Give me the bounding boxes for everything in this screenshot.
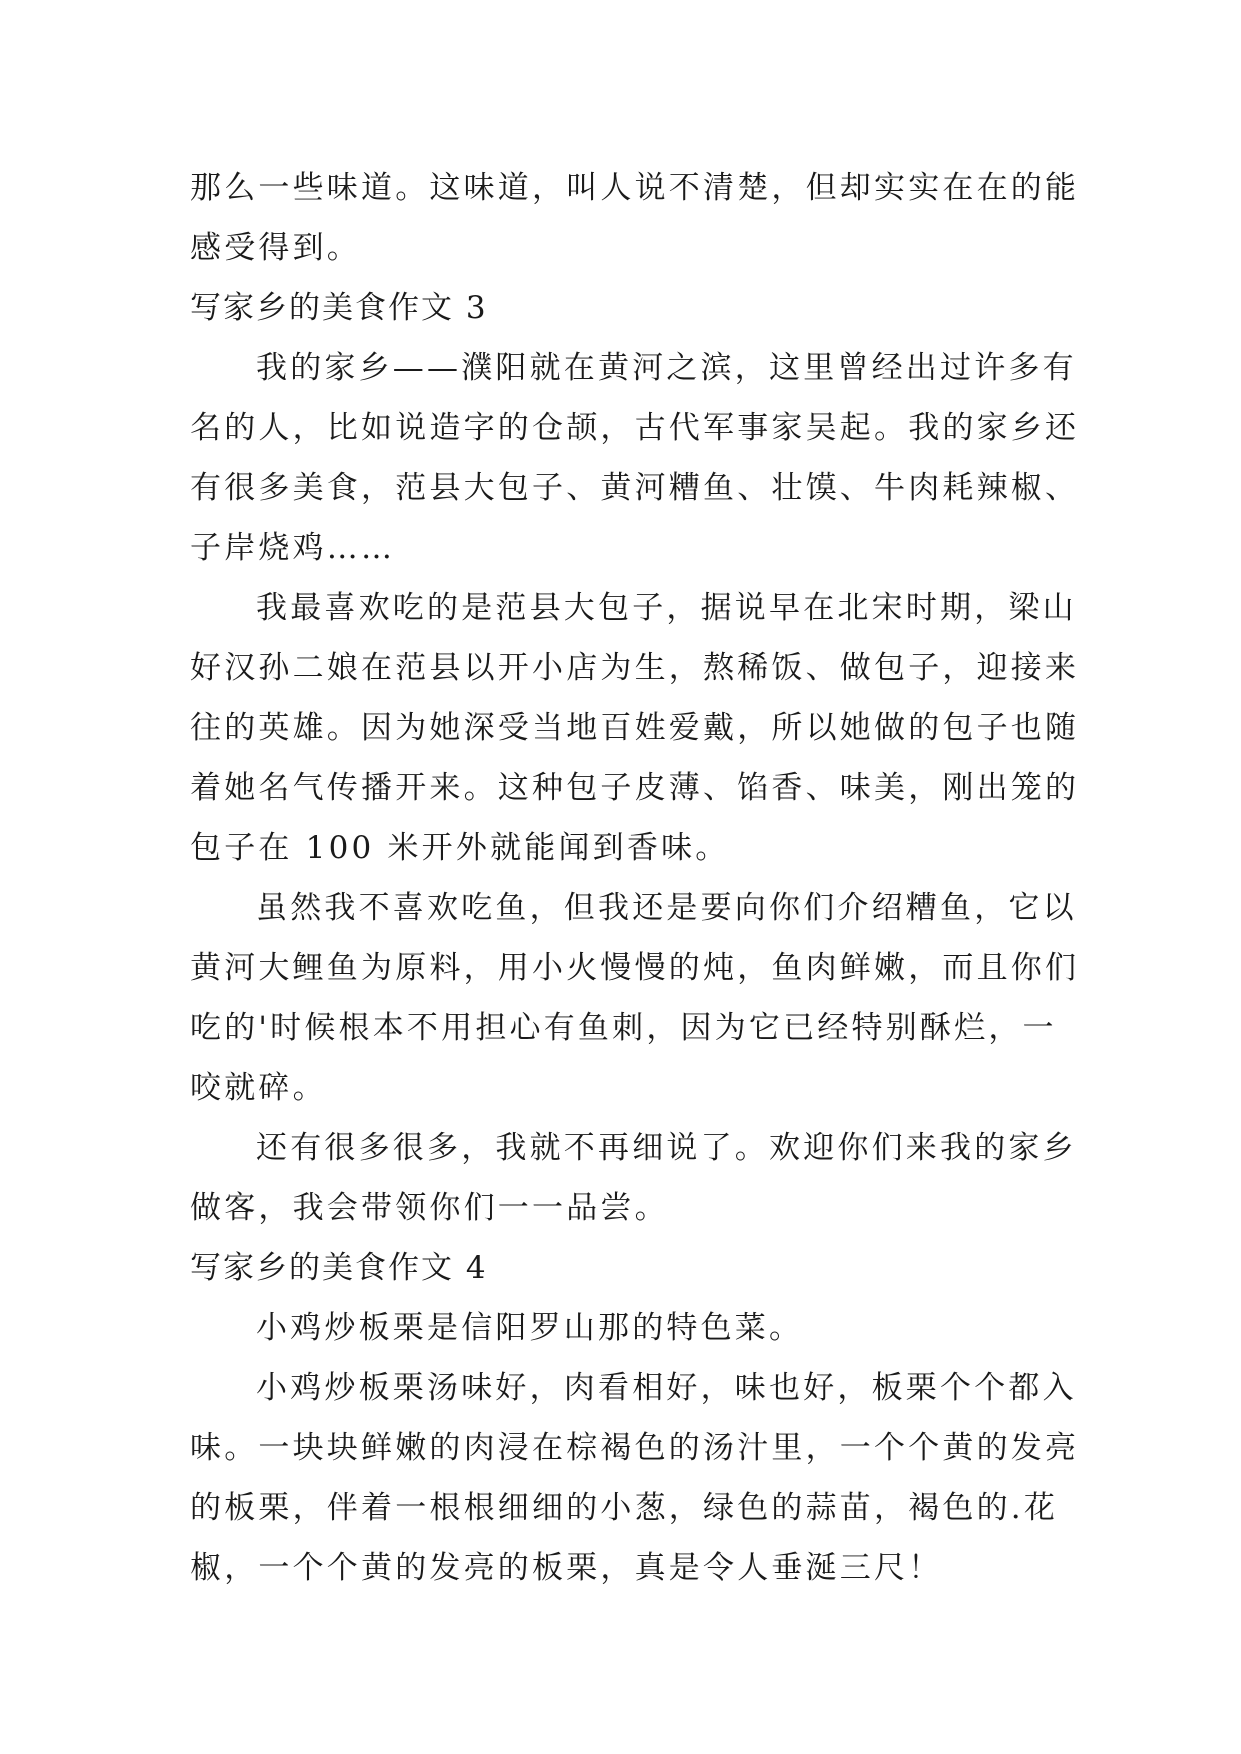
- paragraph-first-line: 小鸡炒板栗是信阳罗山那的特色菜。: [256, 1310, 804, 1346]
- text-line: 椒，一个个黄的发亮的板栗，真是令人垂涎三尺！: [190, 1550, 943, 1586]
- text-line: 着她名气传播开来。这种包子皮薄、馅香、味美，刚出笼的: [190, 770, 1080, 806]
- text-line: 好汉孙二娘在范县以开小店为生，熬稀饭、做包子，迎接来: [190, 650, 1080, 686]
- text-line: 黄河大鲤鱼为原料，用小火慢慢的炖，鱼肉鲜嫩，而且你们: [190, 950, 1080, 986]
- paragraph-first-line: 小鸡炒板栗汤味好，肉看相好，味也好，板栗个个都入: [256, 1370, 1077, 1406]
- text-line: 味。一块块鲜嫩的肉浸在棕褐色的汤汁里，一个个黄的发亮: [190, 1430, 1080, 1466]
- text-line: 往的英雄。因为她深受当地百姓爱戴，所以她做的包子也随: [190, 710, 1080, 746]
- document-body: [190, 158, 1080, 1598]
- text-line: 吃的'时候根本不用担心有鱼刺，因为它已经特别酥烂，一: [190, 1010, 1057, 1046]
- paragraph-first-line: 还有很多很多，我就不再细说了。欢迎你们来我的家乡: [256, 1130, 1077, 1166]
- paragraph-first-line: 虽然我不喜欢吃鱼，但我还是要向你们介绍糟鱼，它以: [256, 890, 1077, 926]
- text-line: 感受得到。: [190, 230, 361, 266]
- text-line: 的板栗，伴着一根根细细的小葱，绿色的蒜苗，褐色的.花: [190, 1490, 1059, 1526]
- paragraph-first-line: 我的家乡——濮阳就在黄河之滨，这里曾经出过许多有: [256, 350, 1077, 386]
- section-heading: 写家乡的美食作文 4: [190, 1250, 488, 1286]
- text-line: 有很多美食，范县大包子、黄河糟鱼、壮馍、牛肉耗辣椒、: [190, 470, 1080, 506]
- text-line: 那么一些味道。这味道，叫人说不清楚，但却实实在在的能: [190, 170, 1080, 206]
- text-line: 名的人，比如说造字的仓颉，古代军事家吴起。我的家乡还: [190, 410, 1080, 446]
- text-line: 子岸烧鸡……: [190, 530, 396, 566]
- text-line: 咬就碎。: [190, 1070, 327, 1106]
- section-heading: 写家乡的美食作文 3: [190, 290, 488, 326]
- text-line: 包子在 100 米开外就能闻到香味。: [190, 830, 730, 866]
- paragraph-first-line: 我最喜欢吃的是范县大包子，据说早在北宋时期，梁山: [256, 590, 1077, 626]
- text-line: 做客，我会带领你们一一品尝。: [190, 1190, 669, 1226]
